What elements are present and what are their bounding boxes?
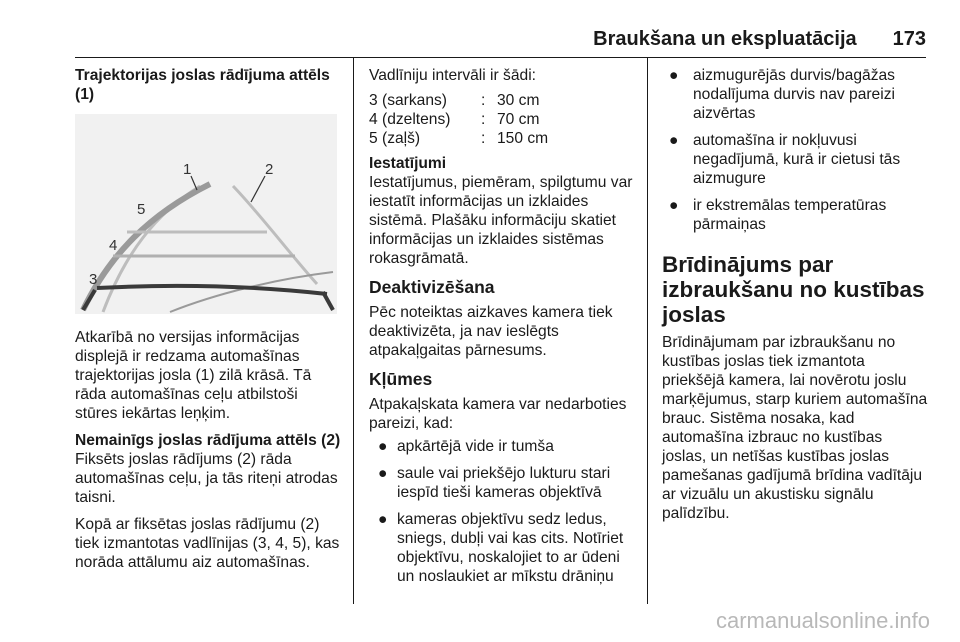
settings-heading: Iestatījumi xyxy=(369,155,447,172)
interval-sep: : xyxy=(481,130,486,147)
column-2 xyxy=(369,66,637,594)
figure-label-2: 2 xyxy=(265,161,274,178)
guidelines-paragraph: Kopā ar fiksētas joslas rādījumu (2) tiek izmantotas vadlīnijas (3, 4, 5), kas norāda attālumu aiz automašīnas. xyxy=(75,516,340,571)
header-rule xyxy=(75,57,926,58)
bullet: ● xyxy=(669,132,679,149)
bullet: ● xyxy=(378,511,388,528)
trajectory-paragraph: Atkarībā no versijas informācijas displejā ir redzama automašīnas trajektorijas josla (1) zilā krāsā. Tā rāda automašīnas ceļu atbilstoši stūres iekārtas leņķim. xyxy=(75,329,312,422)
page-number: 173 xyxy=(892,28,926,50)
interval-sep: : xyxy=(481,111,486,128)
leader-1 xyxy=(191,176,197,190)
bullet: ● xyxy=(378,465,388,482)
settings-paragraph: Iestatījumus, piemēram, spilgtumu var iestatīt informācijas un izklaides sistēmā. Plašāku informāciju skatiet informācijas un izklaides sistēmas rokasgrāmatā. xyxy=(369,174,633,267)
lane-departure-paragraph: Brīdinājumam par izbraukšanu no kustības joslas tiek izmantota priekšējā kamera, lai novērotu joslu marķējumus, starp kuriem automašīna brauc. Sistēma nosaka, kad automašīna izbrauc no kustības joslas, un netīšas kustības joslas pamešanas gadījumā brīdina vadītāju ar vizuālu un akustisku signālu palīdzību. xyxy=(662,334,928,522)
deactivation-heading: Deaktivizēšana xyxy=(369,277,495,297)
page-header xyxy=(593,28,926,51)
deactivation-paragraph: Pēc noteiktas aizkaves kamera tiek deaktivizēta, ja nav ieslēgts atpakaļgaitas pārnesums. xyxy=(369,304,613,359)
camera-figure xyxy=(75,114,337,314)
interval-label: 3 (sarkans) xyxy=(369,92,447,109)
list-item: ● aizmugurējās durvis/bagāžas nodalījuma durvis nav pareizi aizvērtas xyxy=(669,67,895,122)
bullet: ● xyxy=(669,197,679,214)
interval-value: 30 cm xyxy=(497,92,540,109)
lane-departure-heading: Brīdinājums par izbraukšanu no kustības joslas xyxy=(662,252,925,327)
guideline-3 xyxy=(97,286,327,294)
fixed-band-paragraph: Fiksēts joslas rādījums (2) rāda automašīnas ceļu, ja tās riteņi atrodas taisni. xyxy=(75,451,338,506)
trajectory-heading: Trajektorijas joslas rādījuma attēls (1) xyxy=(75,67,330,103)
column-divider-2 xyxy=(647,58,648,604)
figure-label-4: 4 xyxy=(109,237,118,254)
bullet: ● xyxy=(378,438,388,455)
bullet: ● xyxy=(669,67,679,84)
column-divider-1 xyxy=(353,58,354,604)
figure-label-5: 5 xyxy=(137,201,146,218)
list-item: ● apkārtējā vide ir tumša xyxy=(378,438,554,455)
figure-label-1: 1 xyxy=(183,161,192,178)
fixed-guideline-left xyxy=(103,186,200,312)
column-1 xyxy=(75,66,343,580)
figure-label-3: 3 xyxy=(89,271,98,288)
interval-label: 5 (zaļš) xyxy=(369,130,421,147)
faults-list xyxy=(369,437,637,586)
watermark: carmanualsonline.info xyxy=(715,608,930,633)
section-title: Braukšana un ekspluatācija xyxy=(593,28,857,50)
fixed-band-heading: Nemainīgs joslas rādījuma attēls (2) xyxy=(75,432,341,449)
list-item: ● automašīna ir nokļuvusi negadījumā, kurā ir cietusi tās aizmugure xyxy=(669,132,901,187)
intervals-intro: Vadlīniju intervāli ir šādi: xyxy=(369,67,536,84)
interval-sep: : xyxy=(481,92,486,109)
faults-heading: Kļūmes xyxy=(369,369,433,389)
faults-list-continued xyxy=(662,66,930,234)
interval-value: 150 cm xyxy=(497,130,549,147)
faults-intro: Atpakaļskata kamera var nedarboties pareizi, kad: xyxy=(369,396,627,432)
interval-label: 4 (dzeltens) xyxy=(369,111,451,128)
leader-2 xyxy=(251,176,265,202)
guideline-3-right-end xyxy=(323,292,333,310)
list-item: ● kameras objektīvu sedz ledus, sniegs, dubļi vai kas cits. Notīriet objektīvu, noskalojiet to ar ūdeni un noslaukiet ar mīkstu drāniņu xyxy=(378,511,624,585)
column-3 xyxy=(662,66,930,531)
fixed-guideline-right xyxy=(233,186,317,284)
interval-value: 70 cm xyxy=(497,111,540,128)
list-item: ● saule vai priekšējo lukturu stari iespīd tieši kameras objektīvā xyxy=(378,465,611,501)
list-item: ● ir ekstremālas temperatūras pārmaiņas xyxy=(669,197,887,233)
guideline-diagram xyxy=(75,114,337,314)
trajectory-band-left xyxy=(83,184,210,310)
intervals-table xyxy=(369,91,637,148)
